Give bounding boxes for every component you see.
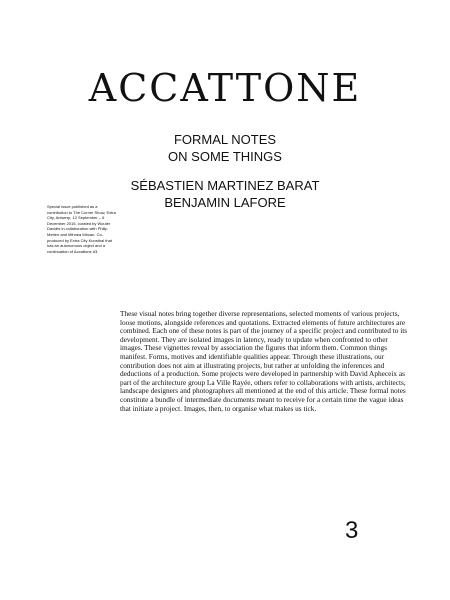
author-2: BENJAMIN LAFORE [164,195,286,210]
masthead-title: ACCATTONE [88,66,362,110]
subtitle-line-1: FORMAL NOTES [173,132,277,147]
author-1: SÉBASTIEN MARTINEZ BARAT [130,178,320,193]
subtitle-line-2: ON SOME THINGS [168,149,282,164]
colophon-sidenote: Special issue published as a contribution to The Corner Show, Extra City, Antwerp, 12 September – 6 December 2015, curated by Wouter Davidts in collaboration with Philip Metten and Mihnea Mircan. Co-produced by Extra City Kunsthal that has an autonomous object and a continuation of Accattone #3. [47,204,116,254]
article-subtitle [0,131,450,165]
article-body: These visual notes bring together diverse representations, selected moments of various projects, loose motions, alongside references and quotations. Extracted elements of future architectures are combined. Each one of these notes is part of the journey of a specific project and contributed to its development. They are isolated images in latency, ready to update when confronted to other images. These vignettes reveal by association the figures that inform them. Common things manifest. Forms, motives and identifiable qualities appear. Through these illustrations, our contribution does not aim at illustrating projects, but rather at unfolding the inferences and deductions of a production. Some projects were developed in partnership with David Apheceix as part of the architecture group La Ville Rayée, others refer to collaborations with artists, architects, landscape designers and photographers all mentioned at the end of this article. These formal notes constitute a bundle of intermediate documents meant to receive for a certain time the vague ideas that initiate a project. Images, then, to organise what makes us tick. [120,309,408,413]
page-number: 3 [345,517,359,544]
